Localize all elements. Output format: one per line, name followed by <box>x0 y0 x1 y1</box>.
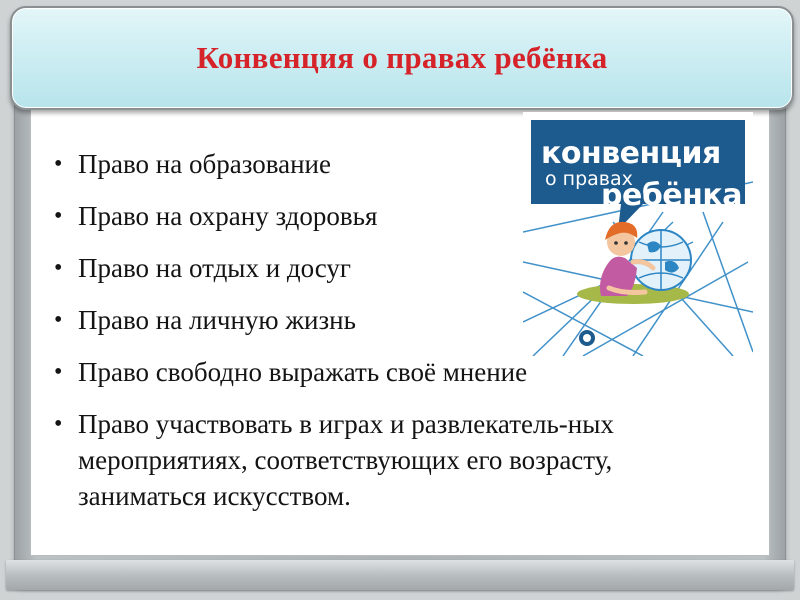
poster-title-line-1: конвенция <box>541 136 721 171</box>
poster-title-line-2: о правах <box>545 168 633 190</box>
bullet-icon: • <box>54 307 63 333</box>
list-item-text: Право участвовать в играх и развлекатель-ных мероприятиях, соответствующих его возрасту, заниматься искусством. <box>78 409 614 511</box>
slide-title: Конвенция о правах ребёнка <box>196 40 608 75</box>
bullet-icon: • <box>54 203 63 229</box>
title-banner <box>10 6 794 110</box>
board-ledge <box>6 560 794 590</box>
bullet-icon: • <box>54 255 63 281</box>
list-item <box>52 406 742 514</box>
bullet-icon: • <box>54 411 63 437</box>
list-item-text: Право на отдых и досуг <box>78 253 352 283</box>
list-item-text: Право на личную жизнь <box>78 305 356 335</box>
convention-poster-image <box>523 112 753 356</box>
list-item-text: Право свободно выражать своё мнение <box>78 357 528 387</box>
list-item-text: Право на охрану здоровья <box>78 201 378 231</box>
list-item-text: Право на образование <box>78 149 331 179</box>
list-item <box>52 354 742 390</box>
poster-title-line-3: ребёнка <box>601 178 742 213</box>
bullet-icon: • <box>54 359 63 385</box>
bullet-icon: • <box>54 151 63 177</box>
